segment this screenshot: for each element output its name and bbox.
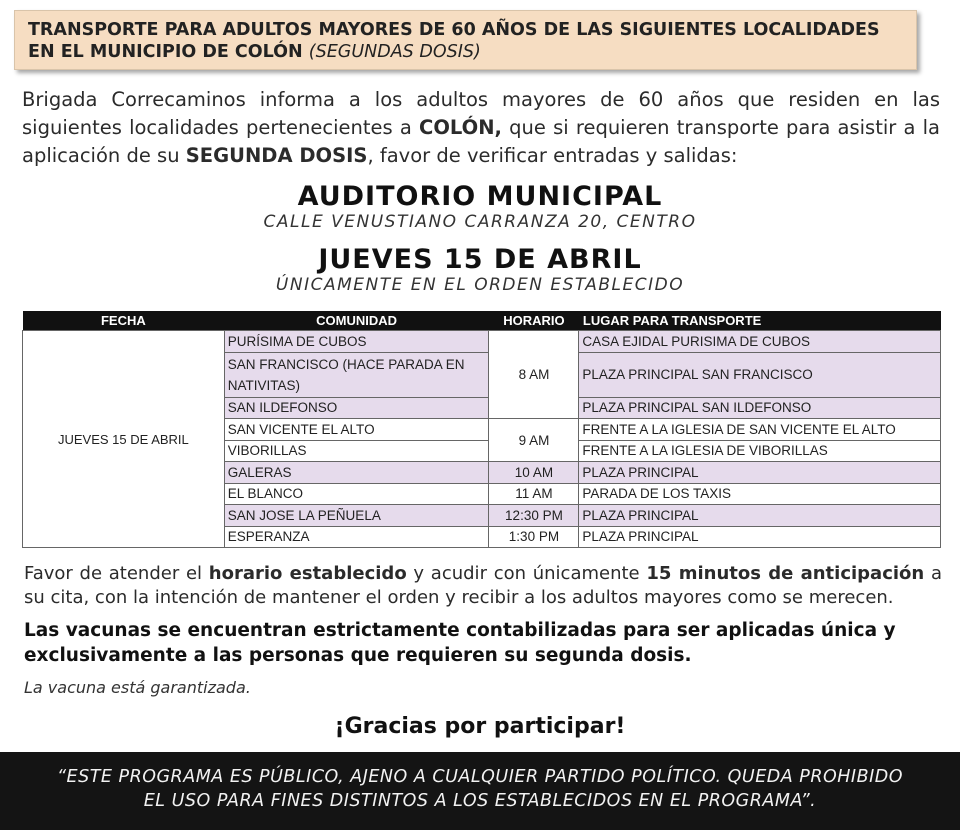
header-line-2	[28, 41, 916, 63]
col-header-comunidad: COMUNIDAD	[224, 311, 489, 331]
schedule-table	[22, 311, 941, 548]
horario-cell: 1:30 PM	[489, 526, 579, 548]
header-line-2-sub: (SEGUNDAS DOSIS)	[308, 42, 481, 62]
notice-text-1: Favor de atender el	[24, 563, 209, 584]
lugar-cell: CASA EJIDAL PURISIMA DE CUBOS	[579, 331, 941, 353]
notice-bold-minutes: 15 minutos de anticipación	[646, 563, 925, 584]
comunidad-cell: PURÍSIMA DE CUBOS	[224, 331, 489, 353]
notice-text-2: y acudir con únicamente	[406, 563, 647, 584]
table-row	[23, 331, 941, 353]
horario-cell: 11 AM	[489, 483, 579, 505]
schedule-notice	[24, 562, 942, 610]
thanks-message: ¡Gracias por participar!	[334, 714, 626, 739]
header-line-1: TRANSPORTE PARA ADULTOS MAYORES DE 60 AÑOS DE LAS SIGUIENTES LOCALIDADES	[28, 20, 880, 40]
comunidad-cell: SAN ILDEFONSO	[224, 397, 489, 419]
lugar-cell: PLAZA PRINCIPAL	[579, 462, 941, 484]
lugar-cell: PLAZA PRINCIPAL SAN ILDEFONSO	[579, 397, 941, 419]
col-header-horario: HORARIO	[489, 311, 579, 331]
lugar-cell: FRENTE A LA IGLESIA DE VIBORILLAS	[579, 440, 941, 462]
col-header-lugar: LUGAR PARA TRANSPORTE	[579, 311, 941, 331]
intro-bold-dose: SEGUNDA DOSIS	[185, 144, 368, 167]
guarantee-note: La vacuna está garantizada.	[24, 678, 251, 697]
horario-cell: 12:30 PM	[489, 505, 579, 527]
lugar-cell: FRENTE A LA IGLESIA DE SAN VICENTE EL ALTO	[579, 419, 941, 441]
comunidad-cell: SAN FRANCISCO (HACE PARADA EN NATIVITAS)	[224, 352, 489, 397]
comunidad-cell: SAN JOSE LA PEÑUELA	[224, 505, 489, 527]
footer-line-1: “ESTE PROGRAMA ES PÚBLICO, AJENO A CUALQUIER PARTIDO POLÍTICO. QUEDA PROHIBIDO	[56, 767, 904, 787]
event-date: JUEVES 15 DE ABRIL	[318, 244, 642, 275]
comunidad-cell: SAN VICENTE EL ALTO	[224, 419, 489, 441]
venue-name: AUDITORIO MUNICIPAL	[297, 181, 663, 212]
footer-disclaimer	[0, 752, 960, 830]
table-header-row	[23, 311, 941, 331]
vaccine-notice: Las vacunas se encuentran estrictamente contabilizadas para ser aplicadas única y exclusivamente a las personas que requieren su segunda dosis.	[24, 620, 896, 666]
comunidad-cell: ESPERANZA	[224, 526, 489, 548]
lugar-cell: PLAZA PRINCIPAL	[579, 505, 941, 527]
intro-text-3: , favor de verificar entradas y salidas:	[367, 144, 738, 167]
notice-text-3: a su cita, con la intención de mantener el orden y recibir a los adultos mayores como se merecen.	[24, 563, 942, 608]
intro-text-2: que si requieren transporte para asistir a la aplicación de su	[22, 116, 940, 167]
horario-cell: 8 AM	[489, 331, 579, 419]
intro-text-1: Brigada Correcaminos informa a los adultos mayores de 60 años que residen en las siguientes localidades pertenecientes a	[22, 88, 940, 139]
fecha-cell: JUEVES 15 DE ABRIL	[23, 331, 225, 548]
lugar-cell: PLAZA PRINCIPAL SAN FRANCISCO	[579, 352, 941, 397]
notice-bold-schedule: horario establecido	[208, 563, 407, 584]
horario-cell: 10 AM	[489, 462, 579, 484]
lugar-cell: PARADA DE LOS TAXIS	[579, 483, 941, 505]
col-header-fecha: FECHA	[23, 311, 225, 331]
venue-address: CALLE VENUSTIANO CARRANZA 20, CENTRO	[263, 212, 697, 232]
lugar-cell: PLAZA PRINCIPAL	[579, 526, 941, 548]
comunidad-cell: EL BLANCO	[224, 483, 489, 505]
footer-line-2: EL USO PARA FINES DISTINTOS A LOS ESTABLECIDOS EN EL PROGRAMA”.	[143, 791, 817, 811]
intro-paragraph	[22, 86, 940, 170]
event-order-note: ÚNICAMENTE EN EL ORDEN ESTABLECIDO	[275, 275, 685, 295]
intro-bold-colon: COLÓN,	[419, 116, 502, 139]
horario-cell: 9 AM	[489, 419, 579, 462]
comunidad-cell: VIBORILLAS	[224, 440, 489, 462]
header-line-2-main: EN EL MUNICIPIO DE COLÓN	[28, 42, 303, 62]
header-banner	[14, 10, 917, 70]
comunidad-cell: GALERAS	[224, 462, 489, 484]
